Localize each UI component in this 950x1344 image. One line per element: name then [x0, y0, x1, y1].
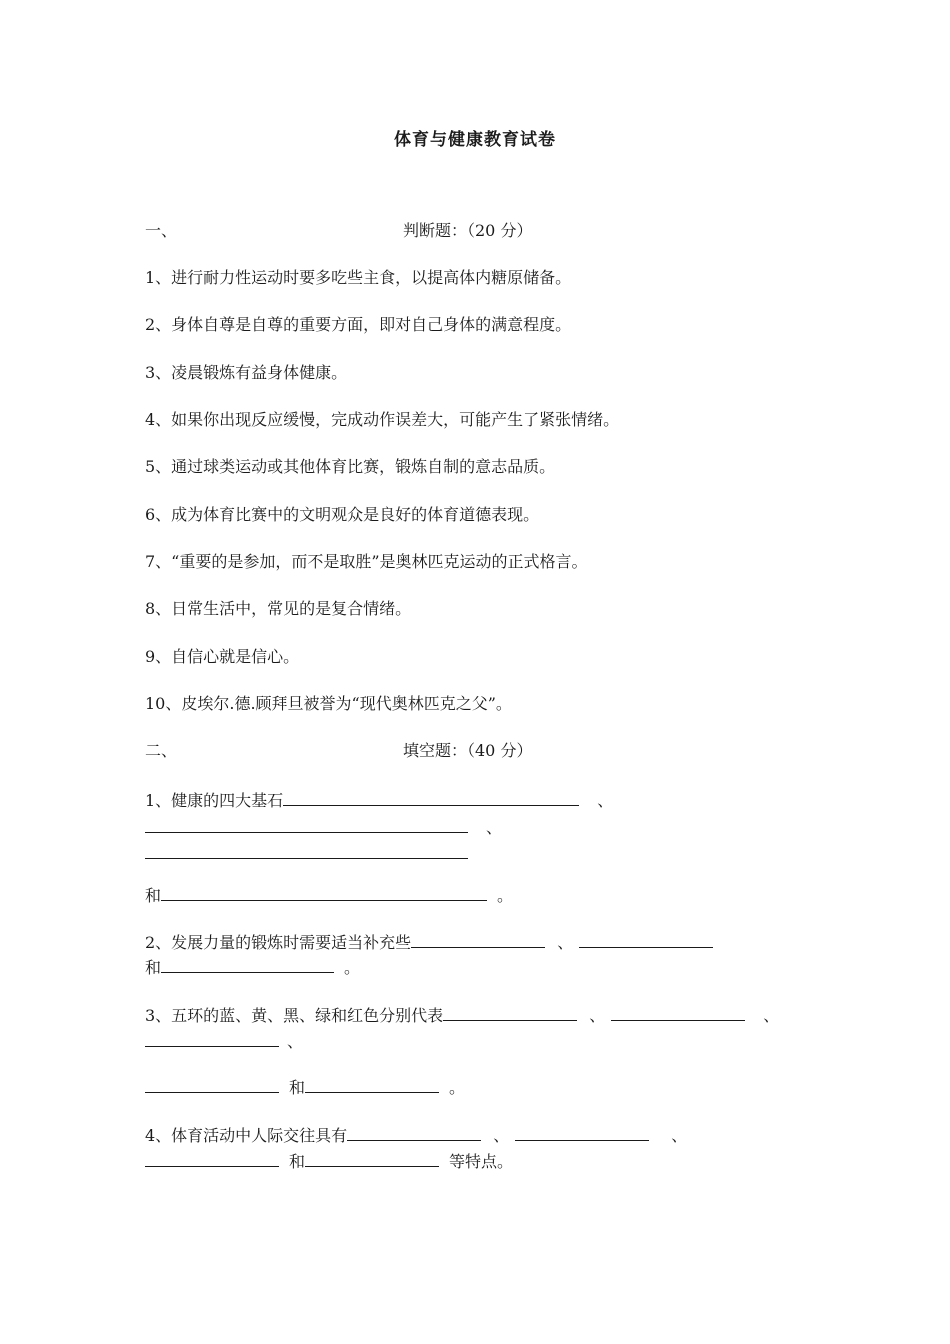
judgement-item-7: 7、“重要的是参加，而不是取胜”是奥林匹克运动的正式格言。	[145, 552, 588, 571]
q2-blank-3[interactable]	[161, 956, 334, 973]
q4-prefix: 4、体育活动中人际交往具有	[145, 1126, 348, 1145]
q4-blank-1[interactable]	[347, 1124, 481, 1141]
q3-end: 。	[449, 1078, 466, 1097]
q3-separator-1: 、	[589, 1006, 606, 1025]
q3-and: 和	[289, 1078, 306, 1097]
q2-end: 。	[344, 958, 361, 977]
q1-and: 和	[145, 886, 162, 905]
q1-separator-2: 、	[486, 818, 503, 837]
fill-question-3-line-2	[145, 1030, 303, 1053]
q1-blank-2[interactable]	[145, 816, 468, 833]
section1-number: 一、	[145, 221, 178, 240]
q3-separator-2: 、	[763, 1006, 780, 1025]
q4-and: 和	[289, 1152, 306, 1171]
q3-blank-3[interactable]	[145, 1030, 279, 1047]
fill-question-1-line-2	[145, 816, 502, 839]
q2-blank-1[interactable]	[411, 931, 545, 948]
q3-blank-4[interactable]	[145, 1076, 279, 1093]
section1-title: 判断题：（20 分）	[403, 221, 533, 240]
q1-blank-3[interactable]	[145, 842, 468, 859]
judgement-item-1: 1、进行耐力性运动时要多吃些主食，以提高体内糖原储备。	[145, 268, 572, 287]
judgement-item-5: 5、通过球类运动或其他体育比赛，锻炼自制的意志品质。	[145, 457, 556, 476]
fill-question-1-line-1	[145, 789, 613, 812]
q4-blank-2[interactable]	[515, 1124, 649, 1141]
q2-and: 和	[145, 958, 162, 977]
fill-question-3-line-1	[145, 1004, 779, 1027]
q3-blank-1[interactable]	[443, 1004, 577, 1021]
q3-blank-2[interactable]	[611, 1004, 745, 1021]
q1-separator-1: 、	[597, 791, 614, 810]
judgement-item-6: 6、成为体育比赛中的文明观众是良好的体育道德表现。	[145, 505, 540, 524]
q2-prefix: 2、发展力量的锻炼时需要适当补充些	[145, 933, 412, 952]
fill-question-4-line-1	[145, 1124, 687, 1147]
section2-title: 填空题：（40 分）	[403, 741, 533, 760]
fill-question-1-line-3	[145, 842, 468, 865]
judgement-item-2: 2、身体自尊是自尊的重要方面，即对自己身体的满意程度。	[145, 315, 572, 334]
q3-blank-5[interactable]	[305, 1076, 439, 1093]
judgement-item-10: 10、皮埃尔.德.顾拜旦被誉为“现代奥林匹克之父”。	[145, 694, 512, 713]
judgement-item-9: 9、自信心就是信心。	[145, 647, 300, 666]
fill-question-3-line-3	[145, 1076, 465, 1099]
q1-blank-4[interactable]	[161, 884, 487, 901]
q2-blank-2[interactable]	[579, 931, 713, 948]
fill-question-1-line-4	[145, 884, 513, 907]
q1-prefix: 1、健康的四大基石	[145, 791, 284, 810]
judgement-item-4: 4、如果你出现反应缓慢，完成动作误差大，可能产生了紧张情绪。	[145, 410, 620, 429]
section2-number: 二、	[145, 741, 178, 760]
q3-prefix: 3、五环的蓝、黄、黑、绿和红色分别代表	[145, 1006, 444, 1025]
judgement-item-8: 8、日常生活中，常见的是复合情绪。	[145, 599, 412, 618]
q4-end: 等特点。	[449, 1152, 514, 1171]
fill-question-2-line-2	[145, 956, 360, 979]
q1-end: 。	[497, 886, 514, 905]
exam-title: 体育与健康教育试卷	[394, 130, 556, 150]
q2-separator-1: 、	[557, 933, 574, 952]
judgement-item-3: 3、凌晨锻炼有益身体健康。	[145, 363, 348, 382]
q4-blank-4[interactable]	[305, 1150, 439, 1167]
fill-question-2-line-1	[145, 931, 713, 954]
fill-question-4-line-2	[145, 1150, 513, 1173]
q1-blank-1[interactable]	[283, 789, 579, 806]
q4-separator-2: 、	[671, 1126, 688, 1145]
q4-blank-3[interactable]	[145, 1150, 279, 1167]
q4-separator-1: 、	[493, 1126, 510, 1145]
q3-separator-3: 、	[287, 1032, 304, 1051]
